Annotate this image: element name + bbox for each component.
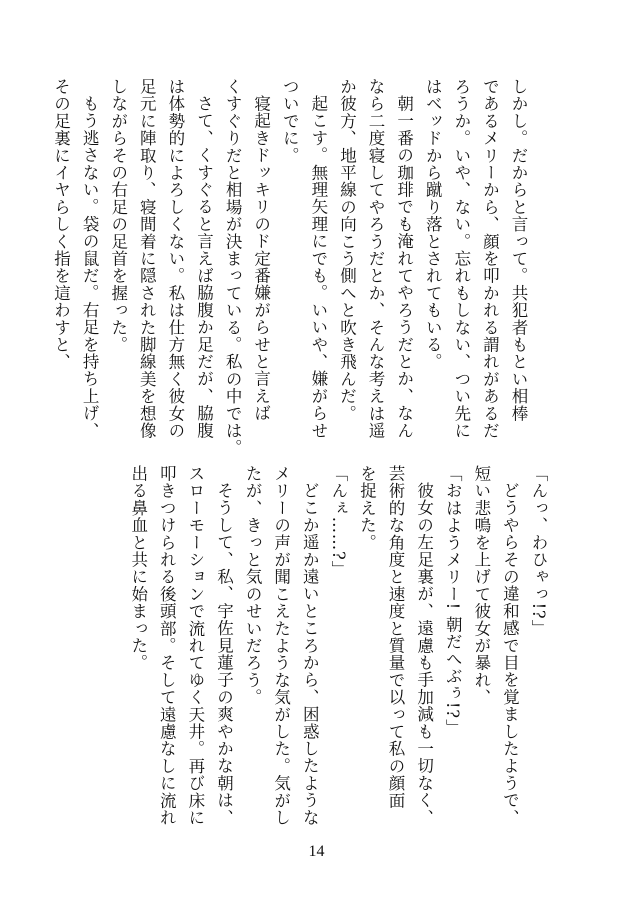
text-line: さて、くすぐると言えば脇腹か足だが、脇腹 xyxy=(194,94,214,439)
text-line: どうやらその違和感で目を覚ましたようで、 xyxy=(500,481,520,826)
text-line: 朝一番の珈琲でも淹れてやろうだとか、なん xyxy=(394,94,414,439)
text-line: ついでに。 xyxy=(280,78,300,164)
text-line: たが、きっと気のせいだろう。 xyxy=(243,465,263,706)
text-line: ろうか。いや、ない。忘れもしない、つい先に xyxy=(451,78,471,440)
text-line: 短い悲鳴を上げて彼女が暴れ、 xyxy=(471,465,491,706)
text-line: であるメリーから、顔を叩かれる謂れがあるだ xyxy=(480,78,500,440)
text-block-bottom xyxy=(128,465,552,827)
text-line: は体勢的によろしくない。私は仕方無く彼女の xyxy=(165,78,185,440)
text-line: 出る鼻血と共に始まった。 xyxy=(128,465,148,672)
text-line: スローモーションで流れてゆく天井。再び床に xyxy=(185,465,205,827)
text-line: その足裏にイヤらしく指を這わすと、 xyxy=(51,78,71,371)
text-line: 足元に陣取り、寝間着に隠された脚線美を想像 xyxy=(137,78,157,440)
text-line: 彼女の左足裏が、遠慮も手加減も一切なく、 xyxy=(414,481,434,826)
text-line: そうして、私、宇佐見蓮子の爽やかな朝は、 xyxy=(214,481,234,826)
text-line: はベッドから蹴り落とされてもいる。 xyxy=(423,78,443,371)
text-line: 起こす。無理矢理にでも。いいや、嫌がらせ xyxy=(308,94,328,439)
text-line: しかし。だからと言って。共犯者もとい相棒 xyxy=(509,78,528,422)
text-line: 「おはようメリー! 朝だへぶぅ!?」 xyxy=(443,465,463,736)
text-block-top xyxy=(51,78,532,457)
text-line: どこか遥か遠いところから、困惑したような xyxy=(300,481,320,826)
text-line: 寝起きドッキリのド定番嫌がらせと言えば xyxy=(251,94,271,422)
text-line: を捉えた。 xyxy=(357,465,377,551)
text-line: もう逃さない。袋の鼠だ。右足を持ち上げ、 xyxy=(80,94,100,439)
text-line: 芸術的な角度と速度と質量で以って私の顔面 xyxy=(386,465,406,809)
page-number: 14 xyxy=(308,843,325,860)
text-line: なら二度寝してやろうだとか、そんな考えは遥 xyxy=(366,78,386,440)
text-line: メリーの声が聞こえたような気がした。気がし xyxy=(271,465,291,827)
text-line: か彼方、地平線の向こう側へと吹き飛んだ。 xyxy=(337,78,357,422)
text-line: 「んぇ……?」 xyxy=(328,465,348,578)
text-line: くすぐりだと相場が決まっている。私の中では。 xyxy=(223,78,243,457)
text-line: しながらその右足の足首を握った。 xyxy=(108,78,128,354)
text-line: 叩きつけられる後頭部。そして遠慮なしに流れ xyxy=(157,465,177,827)
text-line: 「んっ、わひゃっ!?」 xyxy=(529,465,548,637)
